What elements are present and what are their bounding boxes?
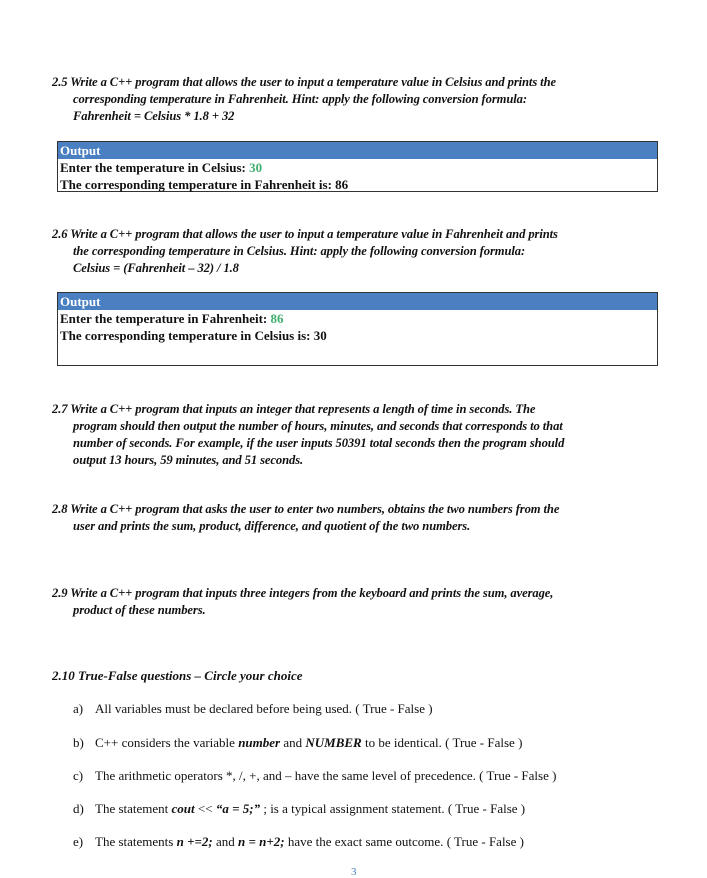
item-choice[interactable]: ( True - False ) xyxy=(445,735,523,750)
item-text: The arithmetic operators *, /, +, and – have the same level of precedence. xyxy=(95,768,480,783)
question-text-line: 2.7 Write a C++ program that inputs an integer that represents a length of time in seconds. The xyxy=(52,402,536,416)
output-prompt-line xyxy=(58,310,657,327)
item-text: C++ considers the variable xyxy=(95,735,239,750)
item-label: a) xyxy=(73,701,84,716)
item-emphasis: n = n+2; xyxy=(238,834,285,849)
output-prompt: Enter the temperature in Celsius: xyxy=(60,160,250,175)
true-false-item-c xyxy=(73,767,556,784)
item-label: e) xyxy=(73,834,84,849)
question-text-line: 2.9 Write a C++ program that inputs three integers from the keyboard and prints the sum, average, xyxy=(52,586,554,600)
question-2-6 xyxy=(52,226,652,277)
question-text-line: 2.8 Write a C++ program that asks the user to enter two numbers, obtains the two numbers from the xyxy=(52,502,560,516)
output-header: Output xyxy=(58,293,657,310)
question-text-line: corresponding temperature in Fahrenheit. Hint: apply the following conversion formula: xyxy=(73,92,527,106)
true-false-item-e xyxy=(73,833,524,850)
output-prompt-line xyxy=(58,159,657,176)
question-text-line: 2.6 Write a C++ program that allows the user to input a temperature value in Fahrenheit and prints xyxy=(52,227,558,241)
item-text: All variables must be declared before being used. xyxy=(95,701,356,716)
true-false-item-a xyxy=(73,700,433,717)
item-text: << xyxy=(194,801,216,816)
item-emphasis: n +=2; xyxy=(176,834,213,849)
item-label: d) xyxy=(73,801,84,816)
question-2-9 xyxy=(52,585,652,619)
item-choice[interactable]: ( True - False ) xyxy=(446,834,524,849)
question-2-8 xyxy=(52,501,652,535)
item-choice[interactable]: ( True - False ) xyxy=(447,801,526,816)
item-label: c) xyxy=(73,768,84,783)
question-2-7 xyxy=(52,401,652,469)
item-text: have the exact same outcome. xyxy=(284,834,447,849)
question-text-line: Fahrenheit = Celsius * 1.8 + 32 xyxy=(73,109,235,123)
item-text: and xyxy=(212,834,238,849)
output-input-value: 86 xyxy=(270,311,284,326)
output-result: The corresponding temperature in Fahrenheit is: 86 xyxy=(60,177,349,192)
output-prompt: Enter the temperature in Fahrenheit: xyxy=(60,311,271,326)
item-text: The statements xyxy=(95,834,177,849)
question-text-line: number of seconds. For example, if the user inputs 50391 total seconds then the program should xyxy=(73,436,565,450)
question-text-line: output 13 hours, 59 minutes, and 51 seconds. xyxy=(73,453,304,467)
question-text-line: 2.5 Write a C++ program that allows the user to input a temperature value in Celsius and prints the xyxy=(52,75,556,89)
output-box-2-5 xyxy=(57,141,658,192)
true-false-item-b xyxy=(73,734,522,751)
item-choice[interactable]: ( True - False ) xyxy=(355,701,433,716)
item-emphasis: NUMBER xyxy=(305,735,362,750)
item-text: to be identical. xyxy=(361,735,446,750)
item-text: and xyxy=(280,735,306,750)
question-text-line: program should then output the number of hours, minutes, and seconds that corresponds to that xyxy=(73,419,563,433)
item-label: b) xyxy=(73,735,84,750)
page-number: 3 xyxy=(351,866,357,878)
question-2-5 xyxy=(52,74,652,125)
output-header: Output xyxy=(58,142,657,159)
output-input-value: 30 xyxy=(249,160,263,175)
item-text: ; is a typical assignment statement. xyxy=(260,801,448,816)
item-emphasis: cout xyxy=(171,801,195,816)
true-false-heading: 2.10 True-False questions – Circle your choice xyxy=(52,668,303,683)
item-emphasis: “a = 5;” xyxy=(215,801,261,816)
question-text-line: Celsius = (Fahrenheit – 32) / 1.8 xyxy=(73,261,239,275)
question-text-line: user and prints the sum, product, difference, and quotient of the two numbers. xyxy=(73,519,471,533)
output-box-2-6 xyxy=(57,292,658,366)
question-text-line: product of these numbers. xyxy=(73,603,206,617)
question-text-line: the corresponding temperature in Celsius. Hint: apply the following conversion formula: xyxy=(73,244,526,258)
item-choice[interactable]: ( True - False ) xyxy=(479,768,557,783)
output-result: The corresponding temperature in Celsius is: 30 xyxy=(60,328,327,343)
item-text: The statement xyxy=(95,801,172,816)
true-false-item-d xyxy=(73,800,525,817)
item-emphasis: number xyxy=(238,735,281,750)
